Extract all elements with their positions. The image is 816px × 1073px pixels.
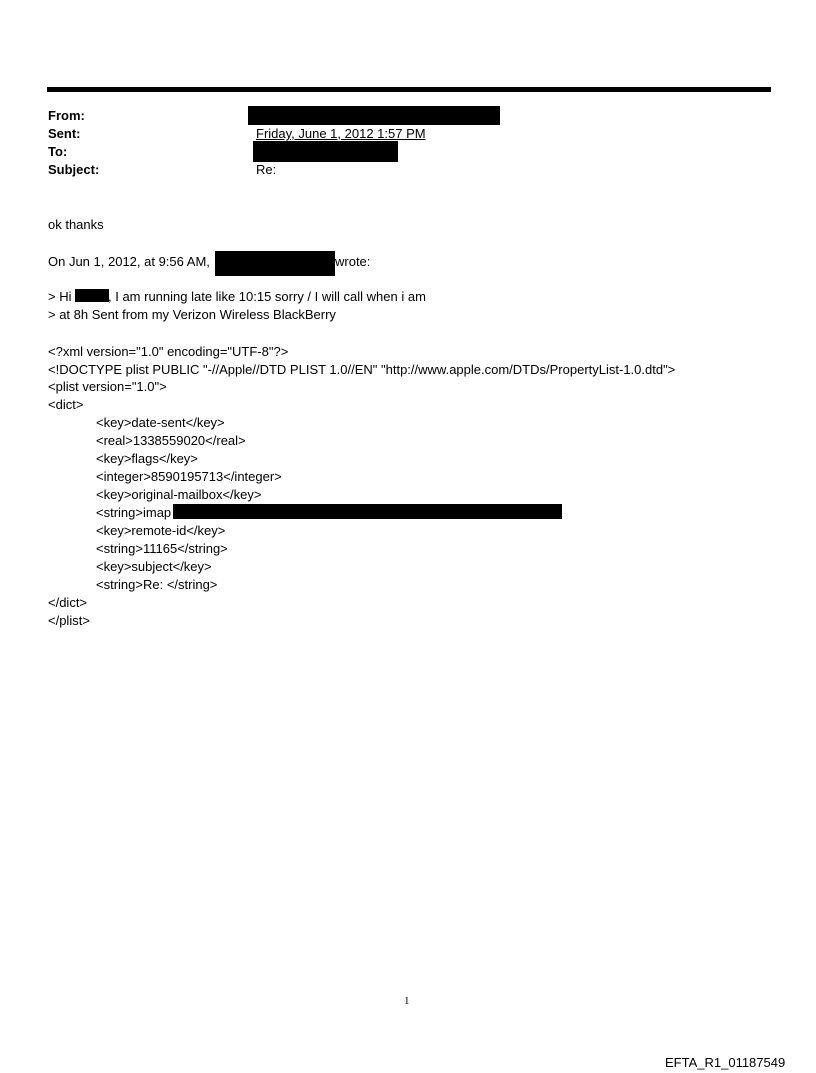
plist-line: <plist version="1.0"> [48, 379, 167, 394]
plist-line: <key>date-sent</key> [96, 415, 225, 430]
from-redaction [248, 106, 500, 125]
quote-intro-start: On Jun 1, 2012, at 9:56 AM, [48, 254, 210, 269]
quote-line-2: > at 8h Sent from my Verizon Wireless BlackBerry [48, 307, 336, 322]
mailbox-redaction [173, 504, 562, 519]
sent-label: Sent: [48, 126, 81, 141]
to-redaction [253, 141, 398, 162]
sender-redaction [215, 251, 335, 276]
plist-line: <key>original-mailbox</key> [96, 487, 262, 502]
plist-line: <string>Re: </string> [96, 577, 218, 592]
plist-line: <string>11165</string> [96, 541, 228, 556]
from-label: From: [48, 108, 85, 123]
plist-line: </dict> [48, 595, 88, 610]
plist-line: <integer>8590195713</integer> [96, 469, 282, 484]
plist-line: <key>remote-id</key> [96, 523, 226, 538]
plist-line: <string>imap [96, 505, 172, 520]
plist-line: </plist> [48, 613, 90, 628]
plist-line: <dict> [48, 397, 84, 412]
reply-text: ok thanks [48, 217, 104, 232]
quote-intro-end: wrote: [335, 254, 371, 269]
header-rule [47, 87, 771, 92]
plist-line: <?xml version="1.0" encoding="UTF-8"?> [48, 344, 289, 359]
plist-line: <key>flags</key> [96, 451, 198, 466]
plist-line: <real>1338559020</real> [96, 433, 246, 448]
plist-line: <!DOCTYPE plist PUBLIC "-//Apple//DTD PLIST 1.0//EN" "http://www.apple.com/DTDs/PropertyList-1.0.dtd"> [48, 362, 676, 377]
subject-label: Subject: [48, 162, 100, 177]
name-redaction [75, 289, 109, 302]
bates-number: EFTA_R1_01187549 [665, 1055, 786, 1070]
plist-line: <key>subject</key> [96, 559, 212, 574]
sent-value: Friday, June 1, 2012 1:57 PM [256, 126, 426, 141]
subject-value: Re: [256, 162, 277, 177]
to-label: To: [48, 144, 68, 159]
quote-line-1-start: > Hi [48, 289, 72, 304]
quote-line-1-end: , I am running late like 10:15 sorry / I will call when i am [108, 289, 426, 304]
page-number: 1 [404, 995, 410, 1007]
